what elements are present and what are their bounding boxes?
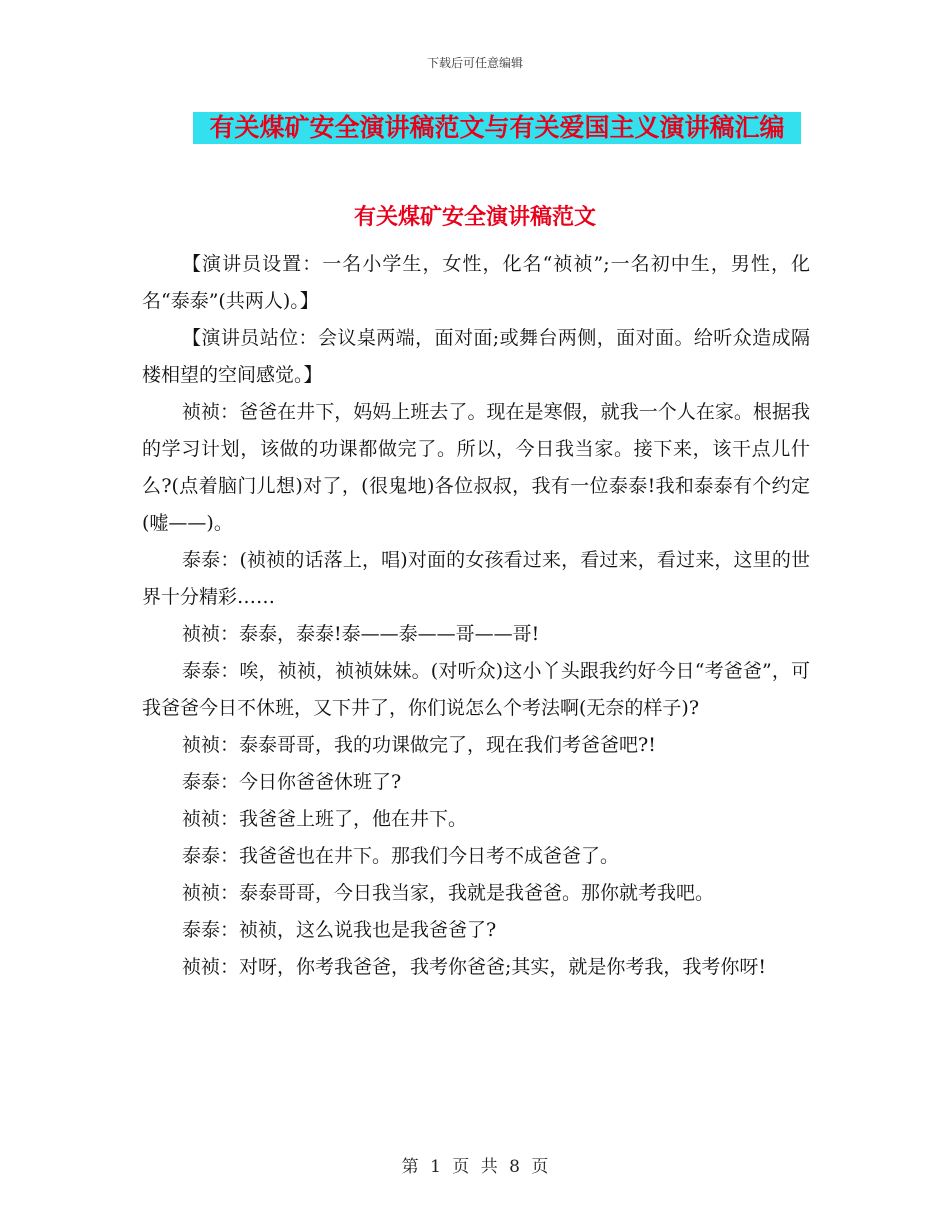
- paragraph: 泰泰：(祯祯的话落上，唱)对面的女孩看过来，看过来，看过来，这里的世界十分精彩……: [142, 549, 810, 608]
- paragraph: 祯祯：泰泰哥哥，今日我当家，我就是我爸爸。那你就考我吧。: [182, 882, 715, 904]
- paragraph: 祯祯：爸爸在井下，妈妈上班去了。现在是寒假，就我一个人在家。根据我的学习计划，该做的功课都做完了。所以，今日我当家。接下来，该干点儿什么?(点着脑门儿想)对了，(很鬼地)各位叔叔，我有一位泰泰!我和泰泰有个约定(嘘——)。: [142, 401, 810, 534]
- paragraph: 祯祯：我爸爸上班了，他在井下。: [182, 808, 468, 830]
- paragraph: 泰泰：祯祯，这么说我也是我爸爸了?: [182, 919, 497, 941]
- page-footer: 第 1 页 共 8 页: [401, 1157, 549, 1177]
- paragraph: 【演讲员设置：一名小学生，女性，化名“祯祯”;一名初中生，男性，化名“泰泰”(共两人)。】: [142, 253, 810, 312]
- paragraph: 祯祯：对呀，你考我爸爸，我考你爸爸;其实，就是你考我，我考你呀!: [182, 956, 767, 978]
- paragraph: 泰泰：我爸爸也在井下。那我们今日考不成爸爸了。: [182, 845, 620, 867]
- document-body: [142, 246, 810, 986]
- paragraph: 泰泰：唉，祯祯，祯祯妹妹。(对听众)这小丫头跟我约好今日“考爸爸”，可我爸爸今日不休班，又下井了，你们说怎么个考法啊(无奈的样子)?: [142, 660, 810, 719]
- document-title: 有关煤矿安全演讲稿范文与有关爱国主义演讲稿汇编: [193, 112, 801, 144]
- header-note: 下载后可任意编辑: [426, 56, 523, 70]
- paragraph: 泰泰：今日你爸爸休班了?: [182, 771, 402, 793]
- paragraph: 祯祯：泰泰哥哥，我的功课做完了，现在我们考爸爸吧?!: [182, 734, 656, 756]
- paragraph: 【演讲员站位：会议桌两端，面对面;或舞台两侧，面对面。给听众造成隔楼相望的空间感觉。】: [142, 327, 810, 386]
- paragraph: 祯祯：泰泰，泰泰!泰——泰——哥——哥!: [182, 623, 540, 645]
- section-title: 有关煤矿安全演讲稿范文: [353, 205, 596, 230]
